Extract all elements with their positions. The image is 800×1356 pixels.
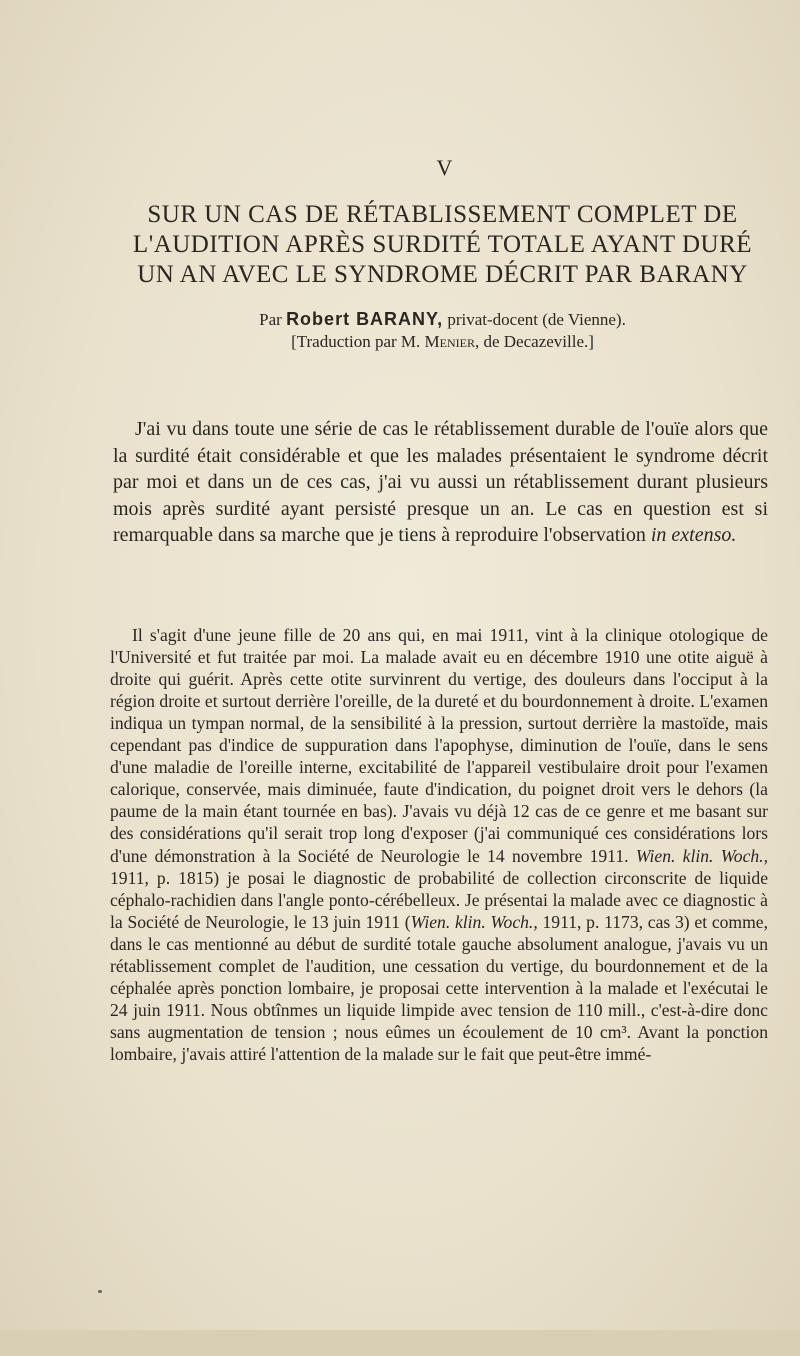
translation-prefix: [Traduction par M.	[291, 332, 421, 351]
byline	[110, 308, 775, 353]
title-line-3: UN AN AVEC LE SYNDROME DÉCRIT PAR BARANY	[137, 261, 748, 288]
author-name: Robert BARANY,	[286, 309, 444, 329]
translation-line	[110, 331, 775, 353]
lead-paragraph	[113, 416, 768, 549]
translator-name: Menier,	[424, 332, 480, 351]
article-title	[110, 200, 775, 290]
author-affiliation: privat-docent (de Vienne).	[447, 310, 626, 329]
body-part-3: 1911, p. 1173, cas 3) et comme, dans le cas mentionné au début de surdité totale gauche absolument analogue, j'avais vu un rétablissement complet de l'audition, une cessation du vertige, du bourdonnement et de la céphalée après ponction lombaire, je proposai cette intervention à la malade et l'exécutai le 24 juin 1911. Nous obtînmes un liquide limpide avec tension de 110 mill., c'est-à-dire donc sans augmentation de tension ; nous eûmes un écoulement de 10 cm³. Avant la ponction lombaire, j'avais attiré l'attention de la malade sur le fait que peut-être immé-	[110, 911, 769, 1065]
title-line-1: SUR UN CAS DE RÉTABLISSEMENT COMPLET DE	[147, 201, 738, 228]
body-part-1: Il s'agit d'une jeune fille de 20 ans qui, en mai 1911, vint à la clinique otologique de l'Université et fut traitée par moi. La malade avait eu en décembre 1910 une otite aiguë à droite qui guérit. Après cette otite survinrent du vertige, des douleurs dans l'occiput à la région droite et surtout derrière l'oreille, de la dureté et du bourdonnement à droite. L'examen indiqua un tympan normal, de la sensibilité à la pression, surtout derrière la mastoïde, mais cependant pas d'indice de suppuration dans l'apophyse, diminution de l'ouïe, dans le sens d'une maladie de l'oreille interne, excitabilité de l'appareil vestibulaire droit pour l'examen calorique, conservée, mais diminuée, faute d'indication, du poignet droit vers le dehors (la paume de la main étant tournée en bas). J'avais vu déjà 12 cas de ce genre et me basant sur des considérations qu'il serait trop long d'exposer (j'ai communiqué ces considérations lors d'une démonstration à la Société de Neurologie le 14 novembre 1911.	[110, 624, 768, 866]
translation-suffix: de Decazeville.]	[483, 332, 594, 351]
title-line-2: L'AUDITION APRÈS SURDITÉ TOTALE AYANT DURÉ	[132, 231, 753, 258]
by-word: Par	[259, 310, 282, 329]
citation-1: Wien. klin. Woch.,	[635, 845, 768, 866]
author-line	[110, 308, 775, 331]
body-part-2: 1911, p. 1815) je posai le diagnostic de probabilité de collection circonscrite de liquide céphalo-rachidien dans l'angle ponto-cérébelleux. Je présentai la malade avec ce diagnostic à la Société de Neurologie, le 13 juin 1911 (	[110, 867, 768, 932]
lead-italic: in extenso.	[650, 524, 737, 546]
lead-text: J'ai vu dans toute une série de cas le rétablissement durable de l'ouïe alors que la surdité était considérable et que les malades présentaient le syndrome décrit par moi et dans un de ces cas, j'ai vu aussi un rétablissement durant plusieurs mois après surdité ayant persisté presque un an. Le cas en question est si remarquable dans sa marche que je tiens à reproduire l'observation	[113, 418, 768, 546]
chapter-numeral: V	[436, 155, 454, 180]
citation-2: Wien. klin. Woch.,	[410, 911, 538, 932]
ink-speck	[98, 1290, 102, 1293]
body-paragraph	[110, 624, 768, 1066]
